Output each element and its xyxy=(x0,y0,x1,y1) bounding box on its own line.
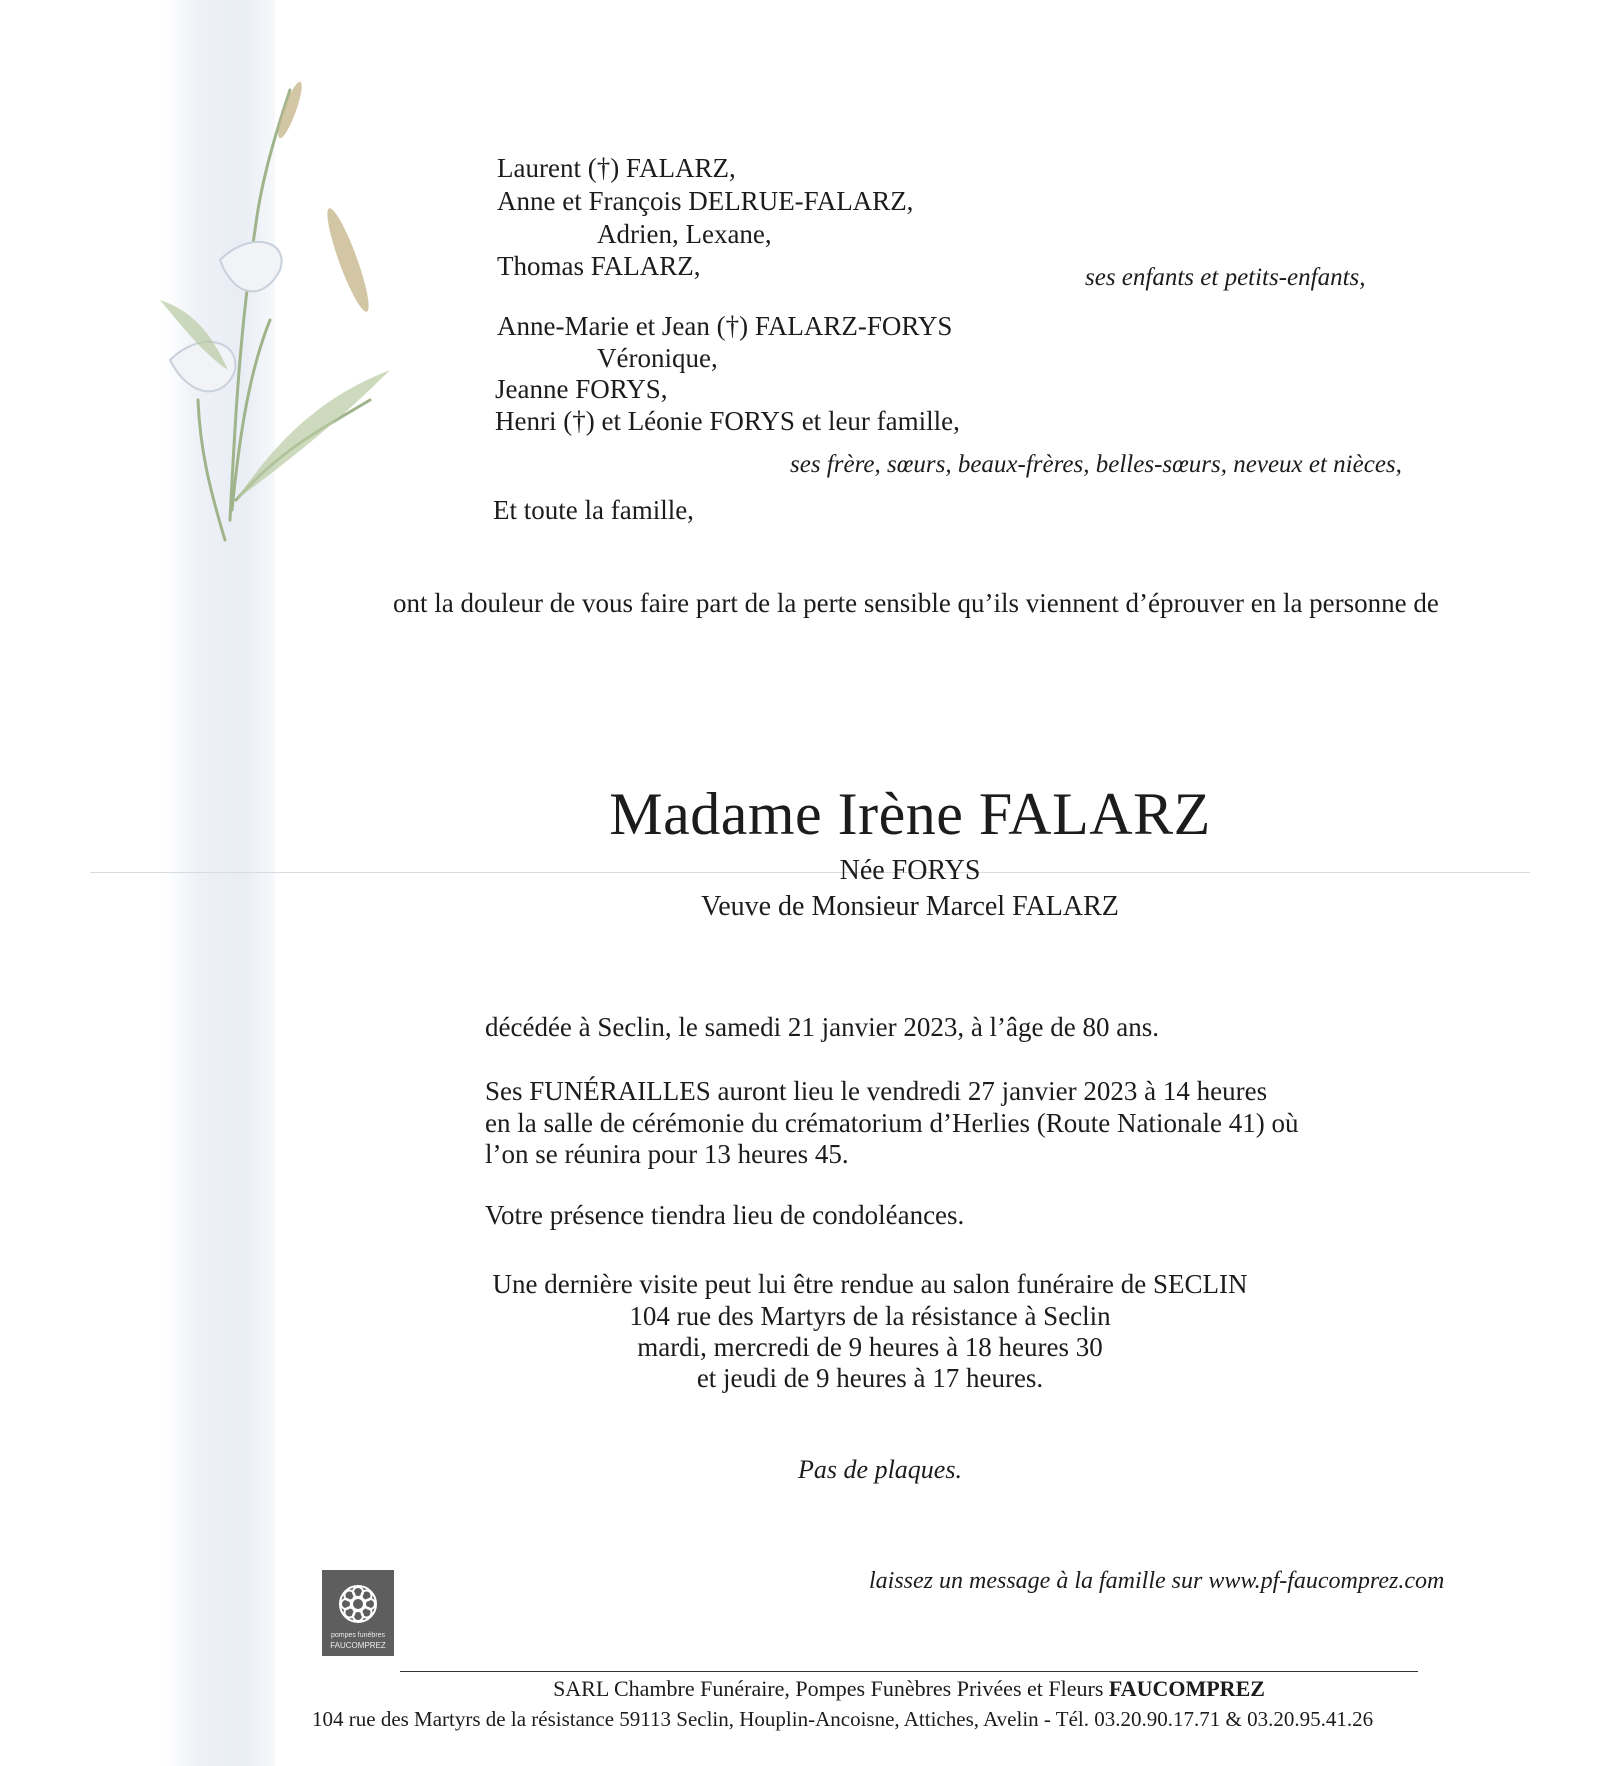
family-line: Adrien, Lexane, xyxy=(597,219,772,249)
visit-line: mardi, mercredi de 9 heures à 18 heures 30 xyxy=(637,1332,1103,1362)
family-line: Véronique, xyxy=(597,343,718,373)
logo-subtitle: pompes funèbres xyxy=(330,1632,386,1639)
funeral-home-logo xyxy=(322,1570,394,1656)
logo-title: FAUCOMPREZ xyxy=(330,1641,386,1650)
flower-decoration-icon xyxy=(140,70,400,590)
family-line: Thomas FALARZ, xyxy=(497,251,701,281)
visit-line: et jeudi de 9 heures à 17 heures. xyxy=(696,1363,1044,1393)
family-line: Henri (†) et Léonie FORYS et leur famille, xyxy=(495,406,960,436)
visit-line: 104 rue des Martyrs de la résistance à Seclin xyxy=(629,1301,1111,1331)
no-plaques-note: Pas de plaques. xyxy=(798,1455,962,1484)
funeral-line: l’on se réunira pour 13 heures 45. xyxy=(485,1139,849,1169)
deceased-widow-of: Veuve de Monsieur Marcel FALARZ xyxy=(701,891,1119,922)
visit-line: Une dernière visite peut lui être rendue au salon funéraire de SECLIN xyxy=(492,1269,1248,1299)
death-statement: décédée à Seclin, le samedi 21 janvier 2023, à l’âge de 80 ans. xyxy=(485,1012,1159,1042)
footer-address: 104 rue des Martyrs de la résistance 59113 Seclin, Houplin-Ancoisne, Attiches, Avelin - Tél. 03.20.90.17.71 & 03.20.95.41.26 xyxy=(312,1707,1374,1731)
family-rest: Et toute la famille, xyxy=(493,495,694,525)
condolences-text: Votre présence tiendra lieu de condoléances. xyxy=(485,1200,965,1230)
family-line: Laurent (†) FALARZ, xyxy=(497,153,736,183)
footer-company-prefix: SARL Chambre Funéraire, Pompes Funèbres Privées et Fleurs xyxy=(553,1676,1104,1701)
family-line: Anne-Marie et Jean (†) FALARZ-FORYS xyxy=(497,311,953,341)
flower-logo-icon xyxy=(336,1582,380,1626)
footer-company xyxy=(400,1675,1418,1703)
footer-rule xyxy=(400,1671,1418,1672)
deceased-birth-name: Née FORYS xyxy=(839,855,981,886)
deceased-name: Madame Irène FALARZ xyxy=(609,781,1211,847)
family-line: Anne et François DELRUE-FALARZ, xyxy=(497,186,914,216)
funeral-line: en la salle de cérémonie du crématorium d’Herlies (Route Nationale 41) où xyxy=(485,1108,1299,1138)
relation-label: ses frère, sœurs, beaux-frères, belles-sœurs, neveux et nièces, xyxy=(790,451,1402,478)
relation-label: ses enfants et petits-enfants, xyxy=(1085,264,1366,291)
funeral-line: Ses FUNÉRAILLES auront lieu le vendredi 27 janvier 2023 à 14 heures xyxy=(485,1076,1268,1106)
message-link-text: laissez un message à la famille sur www.pf-faucomprez.com xyxy=(869,1568,1445,1594)
family-line: Jeanne FORYS, xyxy=(495,374,668,404)
announcement-text: ont la douleur de vous faire part de la perte sensible qu’ils viennent d’éprouver en la personne de xyxy=(393,588,1439,618)
footer-company-name: FAUCOMPREZ xyxy=(1108,1676,1265,1701)
